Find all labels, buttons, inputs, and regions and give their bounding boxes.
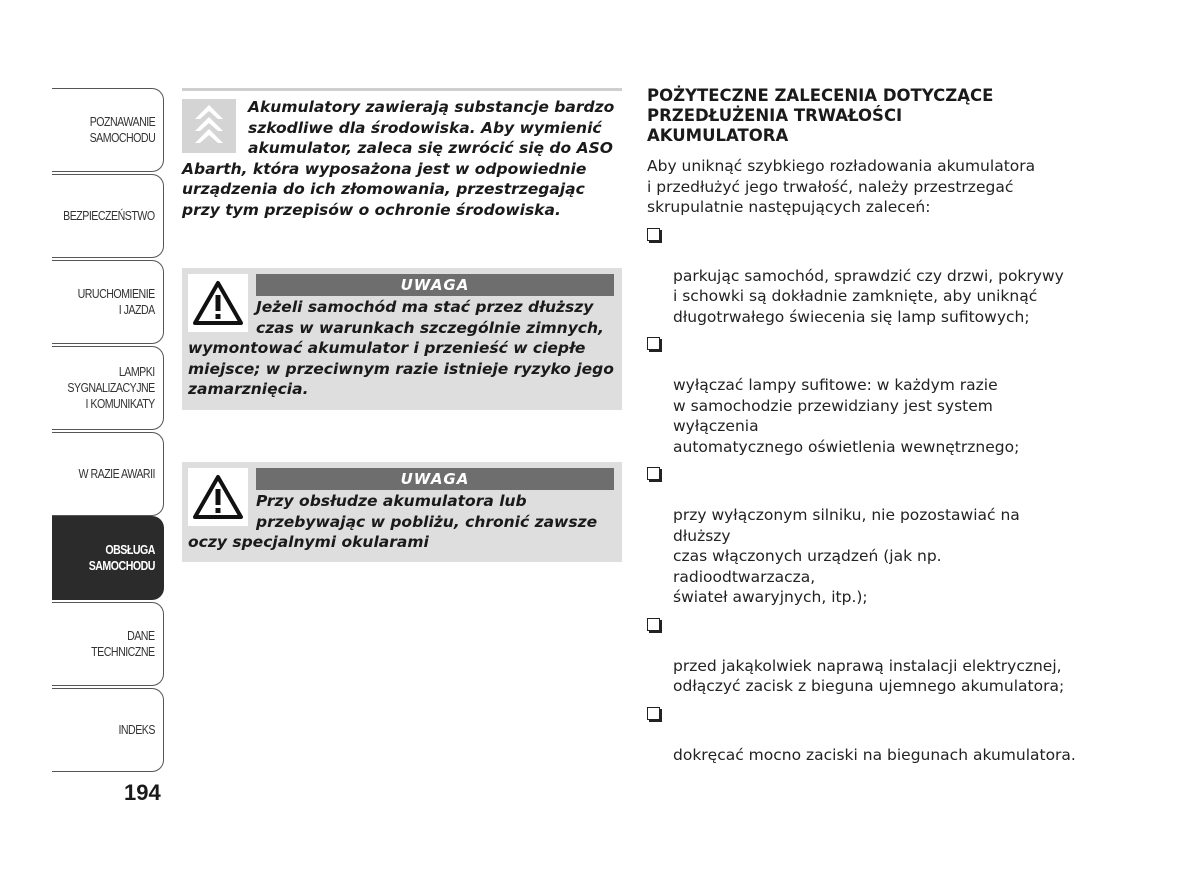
tab-w-razie-awarii[interactable] — [52, 432, 164, 516]
tab-label: DANE TECHNICZNE — [91, 629, 155, 659]
page-number: 194 — [124, 780, 161, 805]
list-item — [647, 225, 1077, 328]
warning-box-cold — [182, 268, 622, 410]
left-column — [182, 88, 622, 551]
tab-label: INDEKS — [118, 723, 155, 737]
tab-dane-techniczne[interactable] — [52, 602, 164, 686]
tab-poznawanie-samochodu[interactable] — [52, 88, 164, 172]
warning-text: Jeżeli samochód ma stać przez dłuższy czas w warunkach szczególnie zimnych, wymontować akumulator i przenieść w ciepłe miejsce; w przeciwnym razie istnieje ryzyko jego zamarznięcia. — [188, 298, 614, 398]
warning-heading: UWAGA — [256, 468, 614, 490]
list-item — [647, 704, 1077, 766]
checkbox-bullet-icon — [647, 618, 660, 631]
warning-triangle-icon — [188, 468, 248, 526]
environment-note — [182, 88, 622, 220]
environment-note-text: Akumulatory zawierają substancje bardzo szkodliwe dla środowiska. Aby wymienić akumulator, zaleca się zwrócić się do ASO Abarth, która wyposażona jest w odpowiednie urządzenia do ich złomowania, przestrzegając przy tym przepisów o ochronie środowiska. — [182, 98, 615, 219]
warning-box-eye-protection — [182, 462, 622, 562]
list-item-text: przed jakąkolwiek naprawą instalacji elektrycznej, odłączyć zacisk z bieguna ujemnego akumulatora; — [673, 656, 1065, 695]
list-item-text: dokręcać mocno zaciski na biegunach akumulatora. — [673, 745, 1076, 764]
list-item-text: wyłączać lampy sufitowe: w każdym razie w samochodzie przewidziany jest system wyłączenia automatycznego oświetlenia wewnętrznego; — [673, 376, 1020, 456]
tab-label: OBSŁUGA SAMOCHODU — [88, 543, 155, 573]
tab-uruchomienie-i-jazda[interactable] — [52, 260, 164, 344]
tab-label: LAMPKI SYGNALIZACYJNE I KOMUNIKATY — [67, 365, 155, 411]
checkbox-bullet-icon — [647, 337, 660, 350]
tab-bezpieczenstwo[interactable] — [52, 174, 164, 258]
list-item — [647, 334, 1077, 457]
section-intro: Aby uniknąć szybkiego rozładowania akumulatora i przedłużyć jego trwałość, należy przestrzegać skrupulatnie następujących zaleceń: — [647, 157, 1036, 216]
recycle-arrows-icon — [182, 99, 236, 153]
checkbox-bullet-icon — [647, 228, 660, 241]
tab-lampki-sygnalizacyjne[interactable] — [52, 346, 164, 430]
right-column — [647, 86, 1077, 772]
list-item — [647, 615, 1077, 697]
tab-label: BEZPIECZEŃSTWO — [63, 209, 155, 223]
recommendation-list — [647, 225, 1077, 766]
warning-text: Przy obsłudze akumulatora lub przebywając w pobliżu, chronić zawsze oczy specjalnymi okularami — [188, 492, 598, 551]
tab-label: POZNAWANIE SAMOCHODU — [89, 115, 155, 145]
list-item-text: parkując samochód, sprawdzić czy drzwi, pokrywy i schowki są dokładnie zamknięte, aby uniknąć długotrwałego świecenia się lamp sufitowych; — [673, 266, 1064, 326]
checkbox-bullet-icon — [647, 467, 660, 480]
list-item — [647, 464, 1077, 608]
warning-heading: UWAGA — [256, 274, 614, 296]
checkbox-bullet-icon — [647, 707, 660, 720]
tab-label: W RAZIE AWARII — [78, 467, 155, 481]
warning-triangle-icon — [188, 274, 248, 332]
tab-label: URUCHOMIENIE I JAZDA — [77, 287, 155, 317]
tab-indeks[interactable] — [52, 688, 164, 772]
section-title: POŻYTECZNE ZALECENIA DOTYCZĄCE PRZEDŁUŻENIA TRWAŁOŚCI AKUMULATORA — [647, 86, 994, 145]
tab-obsluga-samochodu[interactable] — [52, 516, 164, 600]
list-item-text: przy wyłączonym silniku, nie pozostawiać na dłuższy czas włączonych urządzeń (jak np. radioodtwarzacza, świateł awaryjnych, itp.); — [673, 506, 1020, 606]
